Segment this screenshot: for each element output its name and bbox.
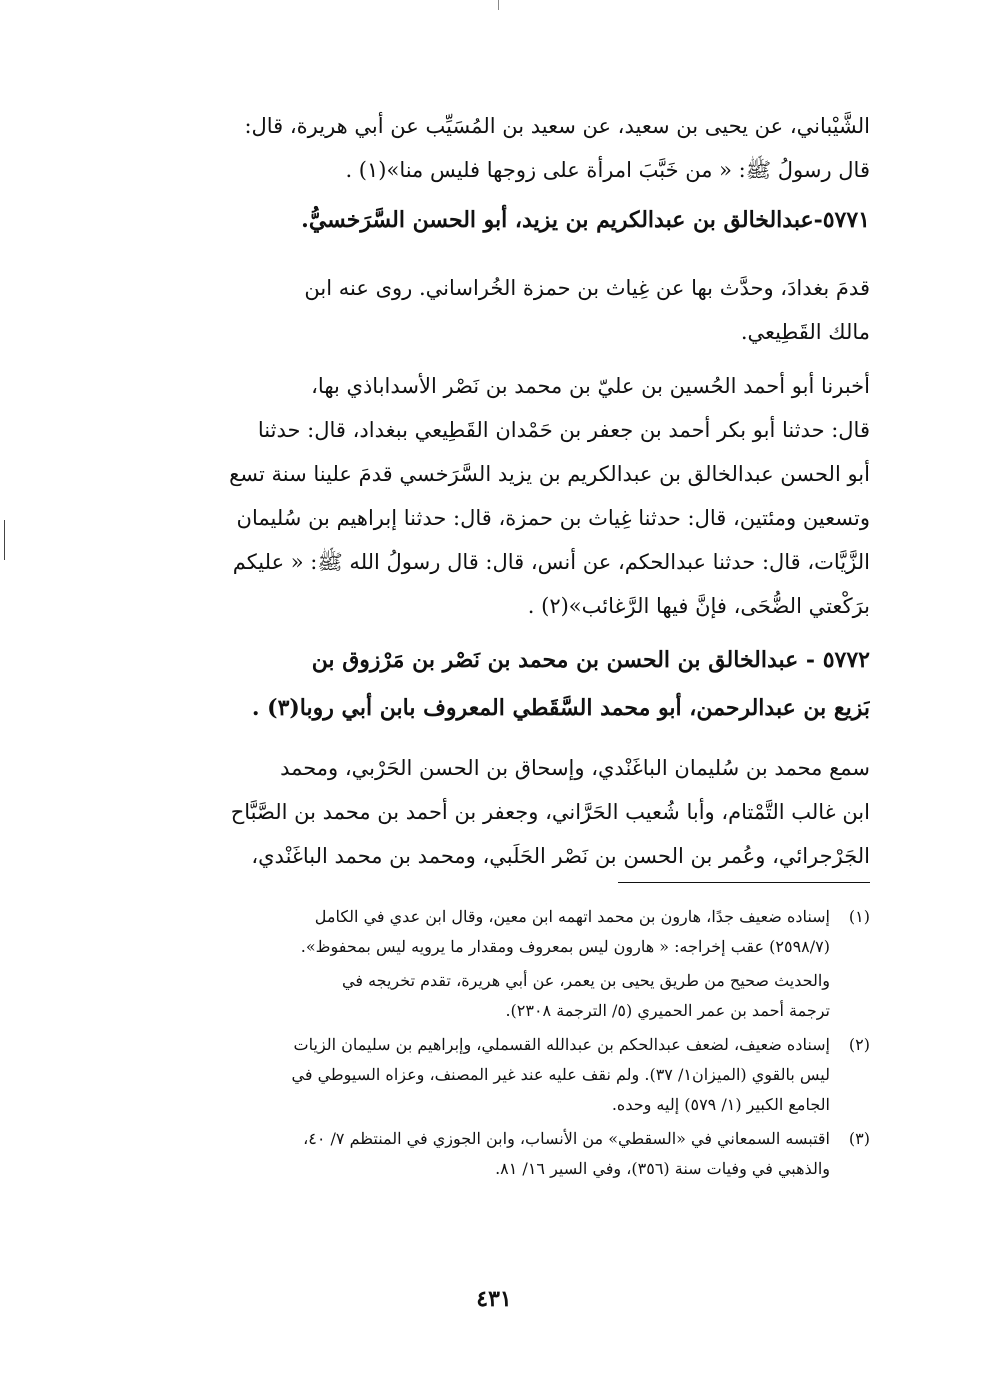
- entry-heading-5771: [118, 196, 870, 244]
- footnote-line: والحديث صحيح من طريق يحيى بن يعمر، عن أبي هريرة، تقدم تخريجه في: [342, 971, 830, 990]
- text-line: الشَّيْباني، عن يحيى بن سعيد، عن سعيد بن المُسَيِّب عن أبي هريرة، قال:: [244, 114, 870, 138]
- footnote-2: [118, 1030, 870, 1120]
- text-line: قال: حدثنا أبو بكر أحمد بن جعفر بن حَمْدان القَطِيعي ببغداد، قال: حدثنا: [257, 418, 870, 442]
- footnote-3: [118, 1124, 870, 1184]
- footnote-number: (١): [848, 907, 870, 926]
- footnote-line: والذهبي في وفيات سنة (٣٥٦)، وفي السير ١٦/ ٨١.: [495, 1159, 830, 1178]
- text-line: سمع محمد بن سُليمان الباغَنْدي، وإسحاق بن الحسن الحَرْبي، ومحمد: [280, 756, 870, 780]
- text-line: أبو الحسن عبدالخالق بن عبدالكريم بن يزيد السَّرَخسي قدمَ علينا سنة تسع: [229, 462, 870, 486]
- entry-heading-5772: [118, 636, 870, 732]
- text-line: قدمَ بغدادَ، وحدَّث بها عن غِياث بن حمزة الخُراساني. روى عنه ابن: [304, 276, 870, 300]
- footnote-line: (٣)اقتبسه السمعاني في «السقطي» من الأنساب، وابن الجوزي في المنتظم ٧/ ٤٠،: [118, 1124, 870, 1154]
- footnote-number: (٣): [848, 1129, 870, 1148]
- footnote-line: (٢٥٩٨/٧) عقب إخراجه: « هارون ليس بمعروف ومقدار ما يرويه ليس بمحفوظ».: [300, 937, 830, 956]
- footnote-line: الجامع الكبير (١/ ٥٧٩) إليه وحده.: [611, 1095, 830, 1114]
- text-line: أخبرنا أبو أحمد الحُسين بن عليّ بن محمد بن نَصْر الأسداباذي بها،: [311, 374, 870, 398]
- entry-heading-line: ٥٧٧١-عبدالخالق بن عبدالكريم بن يزيد، أبو الحسن السَّرَخسيُّ.: [301, 207, 870, 233]
- text-line: الجَرْجرائي، وعُمر بن الحسن بن نَصْر الحَلَبي، ومحمد بن محمد الباغَنْدي،: [251, 844, 870, 868]
- entry-body-5771: [118, 266, 870, 354]
- continuation-text: [118, 104, 870, 192]
- text-line: مالك القَطِيعي.: [740, 320, 870, 344]
- footnote-line: (١)إسناده ضعيف جدًا، هارون بن محمد اتهمه ابن معين، وقال ابن عدي في الكامل: [118, 902, 870, 932]
- text-line: وتسعين ومئتين، قال: حدثنا غِياث بن حمزة، قال: حدثنا إبراهيم بن سُليمان: [236, 506, 870, 530]
- scan-mark: [498, 0, 499, 10]
- footnote-line: ترجمة أحمد بن عمر الحميري (٥/ الترجمة ٢٣٠٨).: [505, 1001, 830, 1020]
- page-number: ٤٣١: [476, 1286, 512, 1312]
- entry-heading-line: بَزيع بن عبدالرحمن، أبو محمد السَّقَطي المعروف بابن أبي روبا(٣) .: [251, 695, 870, 721]
- scan-margin-mark: [4, 520, 5, 560]
- isnad-block: [118, 364, 870, 628]
- text-line: قال رسولُ ﷺ: « من خَبَّبَ امرأة على زوجها فليس منا»(١) .: [345, 158, 870, 182]
- footnote-1: [118, 902, 870, 1026]
- text-line: برَكْعتي الضُّحَى، فإنَّ فيها الرَّغائب»(٢) .: [527, 594, 870, 618]
- entry-heading-line: ٥٧٧٢ - عبدالخالق بن الحسن بن محمد بن نَصْر بن مَرْزوق بن: [311, 647, 870, 673]
- footnote-line: ليس بالقوي (الميزان١/ ٣٧). ولم نقف عليه عند غير المصنف، وعزاه السيوطي في: [291, 1065, 830, 1084]
- text-line: ابن غالب التَّمْتام، وأبا شُعيب الحَرَّاني، وجعفر بن أحمد بن محمد بن الصَّبَّاح: [230, 800, 870, 824]
- footnotes: [118, 902, 870, 1184]
- entry-body-5772: [118, 746, 870, 878]
- footnote-line: (٢)إسناده ضعيف، لضعف عبدالحكم بن عبدالله القسملي، وإبراهيم بن سليمان الزيات: [118, 1030, 870, 1060]
- footnote-number: (٢): [848, 1035, 870, 1054]
- footnote-separator: [618, 882, 870, 883]
- text-line: الزَّيَّات، قال: حدثنا عبدالحكم، عن أنس، قال: قال رسولُ الله ﷺ: « عليكم: [232, 550, 870, 574]
